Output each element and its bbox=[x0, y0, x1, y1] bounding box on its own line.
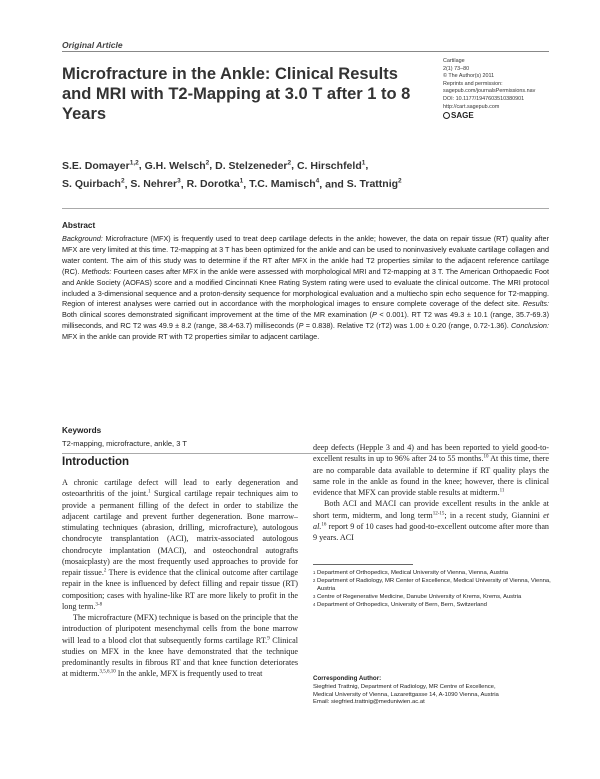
footnote-divider bbox=[313, 564, 413, 565]
publisher-logo bbox=[443, 112, 555, 120]
author: S. Trattnig$^2$ bbox=[346, 177, 402, 190]
body-paragraph: The microfracture (MFX) technique is based on the principle that the introduction of pluripotent mesenchymal cells from the bone marrow will lead to a blood clot that subsequently forms cartilage RT.$^9$ Clinical studies on MFX in the knee have demonstrated that the technique predominantly results in fibrous RT and that knee function deteriorates at midterm.$^{3,5,6,10}$ In the ankle, MFX is frequently used to treat bbox=[62, 613, 298, 679]
body-paragraph: Both ACI and MACI can provide excellent results in the ankle at short term, midterm, and long term$^{12-15}$; in a recent study, Giannini et al.$^{16}$ report 9 of 10 cases had good-to-excellent outcome after more than 9 years. ACI bbox=[313, 499, 550, 542]
author-list: S.E. Domayer$^{1,2}$, G.H. Welsch$^2$, D. Stelzeneder$^2$, C. Hirschfeld$^1$, S. Quirbach$^2$, S. Nehrer$^3$, R. Dorotka$^1$, T.C. Mamisch$^4$, and S. Trattnig$^2$ bbox=[62, 159, 402, 190]
header-divider bbox=[62, 51, 549, 52]
author: S.E. Domayer$^{1,2}$ bbox=[62, 159, 139, 172]
abstract-body: Background: Microfracture (MFX) is frequently used to treat deep cartilage defects in the ankle; however, the data on repair tissue (RT) quality after MFX are very limited at this time. T2-mapping at 3 T has been optimized for the ankle and can be used to noninvasively evaluate cartilage collagen and water content. The aim of this study was to determine if the RT after MFX in the ankle had T2 properties similar to the adjacent reference cartilage (RC). Methods: Fourteen cases after MFX in the ankle were assessed with morphological MRI and T2-mapping at 3 T. The American Orthopaedic Foot and Ankle Society (AOFAS) score and a modified Cincinnati Knee Rating System rating were used to evaluate the clinical outcome. The MRI protocol included a 3-dimensional sequence and a proton-density sequence for morphological evaluation and a multiecho spin echo sequence for T2-mapping. Region of interest analyses were carried out in accordance with the morphological images to ensure complete coverage of the defect site. Results: Both clinical scores demonstrated significant improvement at the time of the MR examination (P < 0.001). RT T2 was 49.3 ± 10.1 (range, 35.7-69.3) milliseconds, and RC T2 was 49.9 ± 8.2 (range, 38.4-63.7) milliseconds (P = 0.838). Relative T2 (rT2) was 1.00 ± 0.20 (range, 0.72-1.36). Conclusion: MFX in the ankle can provide RT with T2 properties similar to adjacent cartilage. bbox=[62, 234, 549, 342]
article-title: Microfracture in the Ankle: Clinical Results and MRI with T2-Mapping at 3.0 T after 1 to 8 Years bbox=[62, 65, 411, 123]
journal-metadata bbox=[443, 58, 555, 120]
corresponding-author-heading: Corresponding Author: bbox=[313, 675, 382, 682]
copyright: © The Author(s) 2011 bbox=[443, 73, 495, 80]
body-column-left bbox=[62, 477, 298, 680]
body-column-right bbox=[313, 442, 549, 543]
correspondence-email[interactable]: Email: siegfried.trattnig@meduniwien.ac.at bbox=[313, 699, 425, 706]
author: C. Hirschfeld$^1$ bbox=[296, 159, 366, 172]
abstract-divider bbox=[62, 208, 549, 209]
journal-url[interactable]: http://cart.sagepub.com bbox=[443, 103, 500, 110]
permissions-link[interactable]: sagepub.com/journalsPermissions.nav bbox=[443, 88, 536, 95]
affiliation: 1 Department of Orthopedics, Medical University of Vienna, Vienna, Austria bbox=[313, 570, 508, 576]
body-paragraph: A chronic cartilage defect will lead to early degeneration and osteoarthritis of the joint.$^1$ Surgical cartilage repair techniques aim to provide a permanent filling of the defect in order to stabilize the adjacent cartilage and prevent further degeneration. Bone marrow–stimulating techniques (abrasion, drilling, microfracture), autologous chondrocyte transplantation (ACI), matrix-associated autologous chondrocyte implantation (MACI), and osteochondral autografts (mosaicplasty) are the most frequently used approaches to provide for repair tissue.$^2$ There is evidence that the clinical outcome after cartilage repair in the knee is influenced by defect filling and repair tissue (RT) composition; cases with hyaline-like RT are more likely to profit in the long term.$^{3-8}$ bbox=[62, 478, 298, 611]
affiliation: 2 Department of Radiology, MR Center of Excellence, Medical University of Vienna, Vienna, Austria bbox=[313, 578, 551, 592]
publisher-name: SAGE bbox=[451, 111, 474, 121]
abstract-heading: Abstract bbox=[62, 221, 96, 230]
author: G.H. Welsch$^2$ bbox=[144, 159, 210, 172]
author: R. Dorotka$^1$ bbox=[186, 177, 244, 190]
correspondence-line: Siegfried Trattnig, Department of Radiology, MR Centre of Excellence, bbox=[313, 684, 496, 690]
article-type-label: Original Article bbox=[62, 40, 123, 50]
sage-circle-icon bbox=[443, 112, 450, 119]
correspondence-line: Medical University of Vienna, Lazarettgasse 14, A-1090 Vienna, Austria bbox=[313, 691, 499, 698]
body-paragraph: deep defects (Hepple 3 and 4) and has been reported to yield good-to-excellent results in up to 96% after 24 to 55 months.$^{10}$ At this time, there are no comparable data available to determine if RT quality plays the same role in the ankle as found in the knee; however, there is clinical evidence that MFX can provide stable results at midterm.$^{11}$ bbox=[313, 443, 549, 497]
volume-info: 2(1) 73–80 bbox=[443, 65, 470, 72]
keywords-list: T2-mapping, microfracture, ankle, 3 T bbox=[62, 439, 187, 448]
affiliation: 4 Department of Orthopedics, University of Bern, Bern, Switzerland bbox=[313, 602, 487, 609]
author: T.C. Mamisch$^4$ bbox=[249, 177, 320, 190]
author: S. Nehrer$^3$ bbox=[130, 177, 181, 190]
author: D. Stelzeneder$^2$ bbox=[215, 159, 292, 172]
affiliation: 3 Centre of Regenerative Medicine, Danube University of Krems, Krems, Austria bbox=[313, 593, 522, 600]
affiliations bbox=[313, 570, 558, 610]
doi[interactable]: DOI: 10.1177/1947603510380901 bbox=[443, 95, 525, 102]
reprints-label: Reprints and permission: bbox=[443, 80, 503, 87]
keywords-heading: Keywords bbox=[62, 426, 102, 435]
journal-name: Cartilage bbox=[443, 58, 465, 64]
corresponding-author-details bbox=[313, 684, 558, 707]
introduction-heading: Introduction bbox=[62, 456, 130, 468]
author: S. Quirbach$^2$ bbox=[62, 177, 125, 190]
